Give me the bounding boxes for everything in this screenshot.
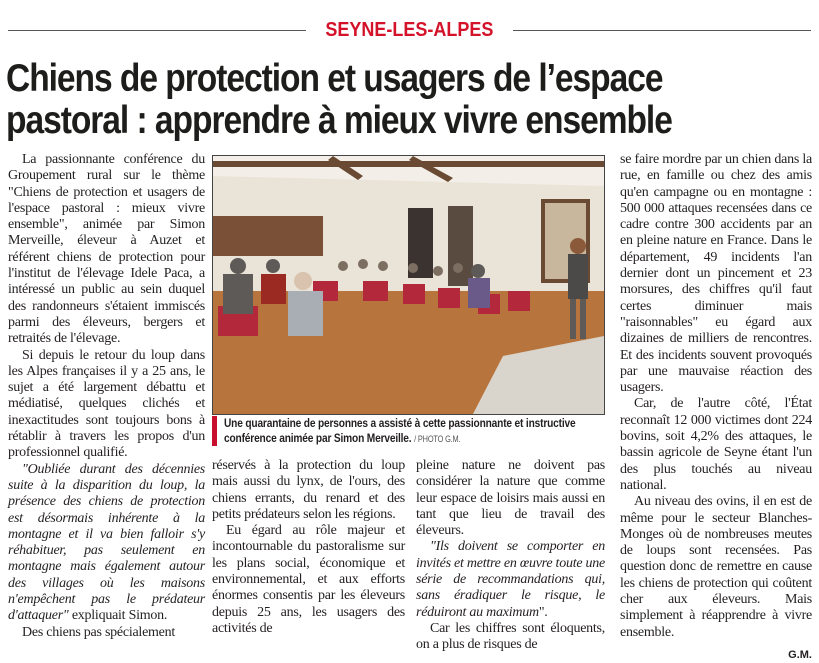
paragraph-text: se faire mordre par un chien dans la rue, en famille ou chez des amis qu'en campagne ou en montagne : 500 000 attaques recensées dans ce cadre contre 300 accidents par an en pleine nature en France. Dans le département, 49 incidents l'an dernier dont un pincement et 23 morsures, des chiffres qu'il faut certes diminuer mais "raisonnables" eu égard aux dizaines de milliers de rencontres. Et des incidents souvent provoqués par une mauvaise réaction des usagers. (620, 152, 812, 396)
paragraph-text: Des chiens pas spécialement (22, 624, 176, 640)
headline-line-2: pastoral : apprendre à mieux vivre ensemble (6, 99, 672, 142)
caption-accent-bar (212, 416, 217, 446)
article-paragraph (416, 621, 605, 654)
paragraph-text: expliquait Simon. (68, 608, 168, 624)
lower-columns (212, 458, 605, 654)
paragraph-text: Si depuis le retour du loup dans les Alpes françaises il y a 25 ans, le sujet a été largement débattu et médiatisé, quelques clichés et inexactitudes sont toujours bons à rétablir à travers les propos d'un professionnel qualifié. (8, 347, 205, 461)
conference-photo (212, 155, 605, 415)
article-paragraph (8, 152, 205, 348)
section-label: SEYNE-LES-ALPES (325, 18, 494, 41)
paragraph-text: réservés à la protection du loup mais aussi du lynx, de l'ours, des chiens errants, du renard et des petits prédateurs selon les régions. (212, 458, 405, 522)
article-column-1 (8, 152, 205, 641)
caption-body (224, 416, 601, 447)
article-paragraph (8, 625, 205, 641)
article-column-3 (416, 458, 605, 654)
quote-text: "Oubliée durant des décennies suite à la disparition du loup, la présence des chiens de protection est désormais inhérente à la montagne et il va bien falloir s'y réhabituer, pas seulement en montagne mais également autour des villages où les maisons n'empêchent pas le prédateur d'attaquer" (8, 461, 205, 624)
caption-text: Une quarantaine de personnes a assisté à cette passionnante et instructive conférence animée par Simon Merveille. (224, 416, 576, 445)
quote-text: "Ils doivent se comporter en invités et mettre en œuvre toute une série de recommandations qui, sans éradiquer le risque, le réduiront au maximum (416, 539, 606, 620)
author-signature: G.M. (788, 648, 812, 661)
article-paragraph (620, 152, 812, 396)
article-paragraph (212, 458, 405, 523)
lower-section (212, 416, 605, 654)
paragraph-text: Car, de l'autre côté, l'État reconnaît 12 000 victimes dont 224 bovins, soit 4,2% des attaques, le bassin agricole de Seyne étant l'un des plus touchés au niveau national. (620, 396, 812, 493)
paragraph-text: pleine nature ne doivent pas considérer la nature que comme leur espace de loisirs mais aussi en tant que lieu de travail des éleveurs. (416, 458, 605, 539)
rubric-rule-left (8, 30, 306, 31)
article-headline (6, 58, 814, 142)
article-paragraph (416, 458, 605, 539)
headline-line-1: Chiens de protection et usagers de l’espace (6, 57, 663, 100)
article-paragraph (8, 348, 205, 462)
article-paragraph (620, 494, 812, 641)
photo-credit: / PHOTO G.M. (414, 434, 461, 444)
paragraph-text: Car les chiffres sont éloquents, on a plus de risques de (416, 620, 605, 653)
article-paragraph (212, 523, 405, 637)
paragraph-text: Au niveau des ovins, il en est de même pour le secteur Blanches-Monges où de nombreuses meutes de loups sont recensées. Pas question donc de remettre en cause les chiens de protection qui coûtent cher aux éleveurs. Mais simplement à réapprendre à vivre ensemble. (620, 494, 812, 640)
rubric-rule-right (513, 30, 811, 31)
article-column-2 (212, 458, 405, 654)
article-paragraph (416, 539, 605, 620)
article-paragraph (8, 462, 205, 625)
section-rubric (8, 18, 811, 42)
paragraph-text: ". (538, 604, 548, 620)
article-column-4 (620, 152, 812, 663)
article-paragraph (620, 396, 812, 494)
conference-room-image (213, 156, 604, 414)
paragraph-text: La passionnante conférence du Groupement rural sur le thème "Chiens de protection et usagers de l'espace pastoral : mieux vivre ensemble", animée par Simon Merveille, éleveur à Auzet et référent chiens de protection pour l'institut de l'élevage Idele Paca, a intéressé un public au sein duquel des randonneurs s'étaient immiscés parmi des éleveurs, bergers et retraités de l'élevage. (8, 152, 205, 347)
paragraph-text: Eu égard au rôle majeur et incontournable du pastoralisme sur les plans social, économique et environnemental, et aux efforts énormes consentis par les éleveurs depuis 25 ans, les usagers des activités de (212, 523, 405, 636)
photo-caption (212, 416, 605, 448)
